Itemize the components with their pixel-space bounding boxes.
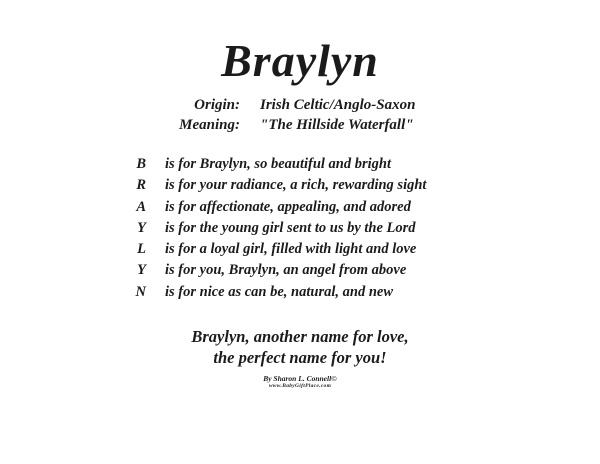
origin-value: Irish Celtic/Anglo-Saxon: [260, 97, 416, 113]
page-title: Braylyn: [221, 35, 379, 86]
closing-line-2: the perfect name for you!: [213, 348, 387, 367]
meaning-label: Meaning:: [179, 117, 240, 133]
poem-line: [0, 282, 600, 303]
poem-letter: L: [137, 241, 146, 258]
poem-text: is for affectionate, appealing, and adored: [165, 198, 411, 215]
poem-letter: R: [136, 177, 146, 194]
closing-verse: [0, 326, 600, 368]
poem-text: is for a loyal girl, filled with light and love: [165, 241, 417, 258]
poem-line: [0, 175, 600, 196]
poem-line: [0, 154, 600, 175]
poem-text: is for Braylyn, so beautiful and bright: [165, 156, 391, 172]
poem-letter: Y: [137, 219, 146, 236]
poem-text: is for the young girl sent to us by the Lord: [165, 219, 416, 236]
meaning-row: [0, 116, 600, 135]
origin-label: Origin:: [194, 97, 240, 113]
credit-url: www.BabyGiftPlace.com: [268, 383, 332, 389]
poem-line: [0, 218, 600, 239]
poem-text: is for your radiance, a rich, rewarding sight: [165, 177, 427, 194]
origin-row: [0, 96, 600, 115]
poem-letter: B: [136, 156, 146, 172]
credit-author: By Sharon L. Connell©: [263, 374, 337, 383]
poem-text: is for nice as can be, natural, and new: [165, 283, 393, 300]
closing-line-1: Braylyn, another name for love,: [191, 327, 409, 346]
poem-line: [0, 260, 600, 281]
poem-letter: N: [135, 283, 146, 300]
poem-line: [0, 197, 600, 218]
poem-line: [0, 239, 600, 260]
acrostic-poem: [0, 154, 600, 303]
poem-letter: A: [136, 198, 146, 215]
meaning-value: "The Hillside Waterfall": [260, 117, 414, 133]
poem-letter: Y: [137, 262, 146, 279]
poem-text: is for you, Braylyn, an angel from above: [165, 262, 407, 279]
credit-block: [0, 374, 600, 390]
